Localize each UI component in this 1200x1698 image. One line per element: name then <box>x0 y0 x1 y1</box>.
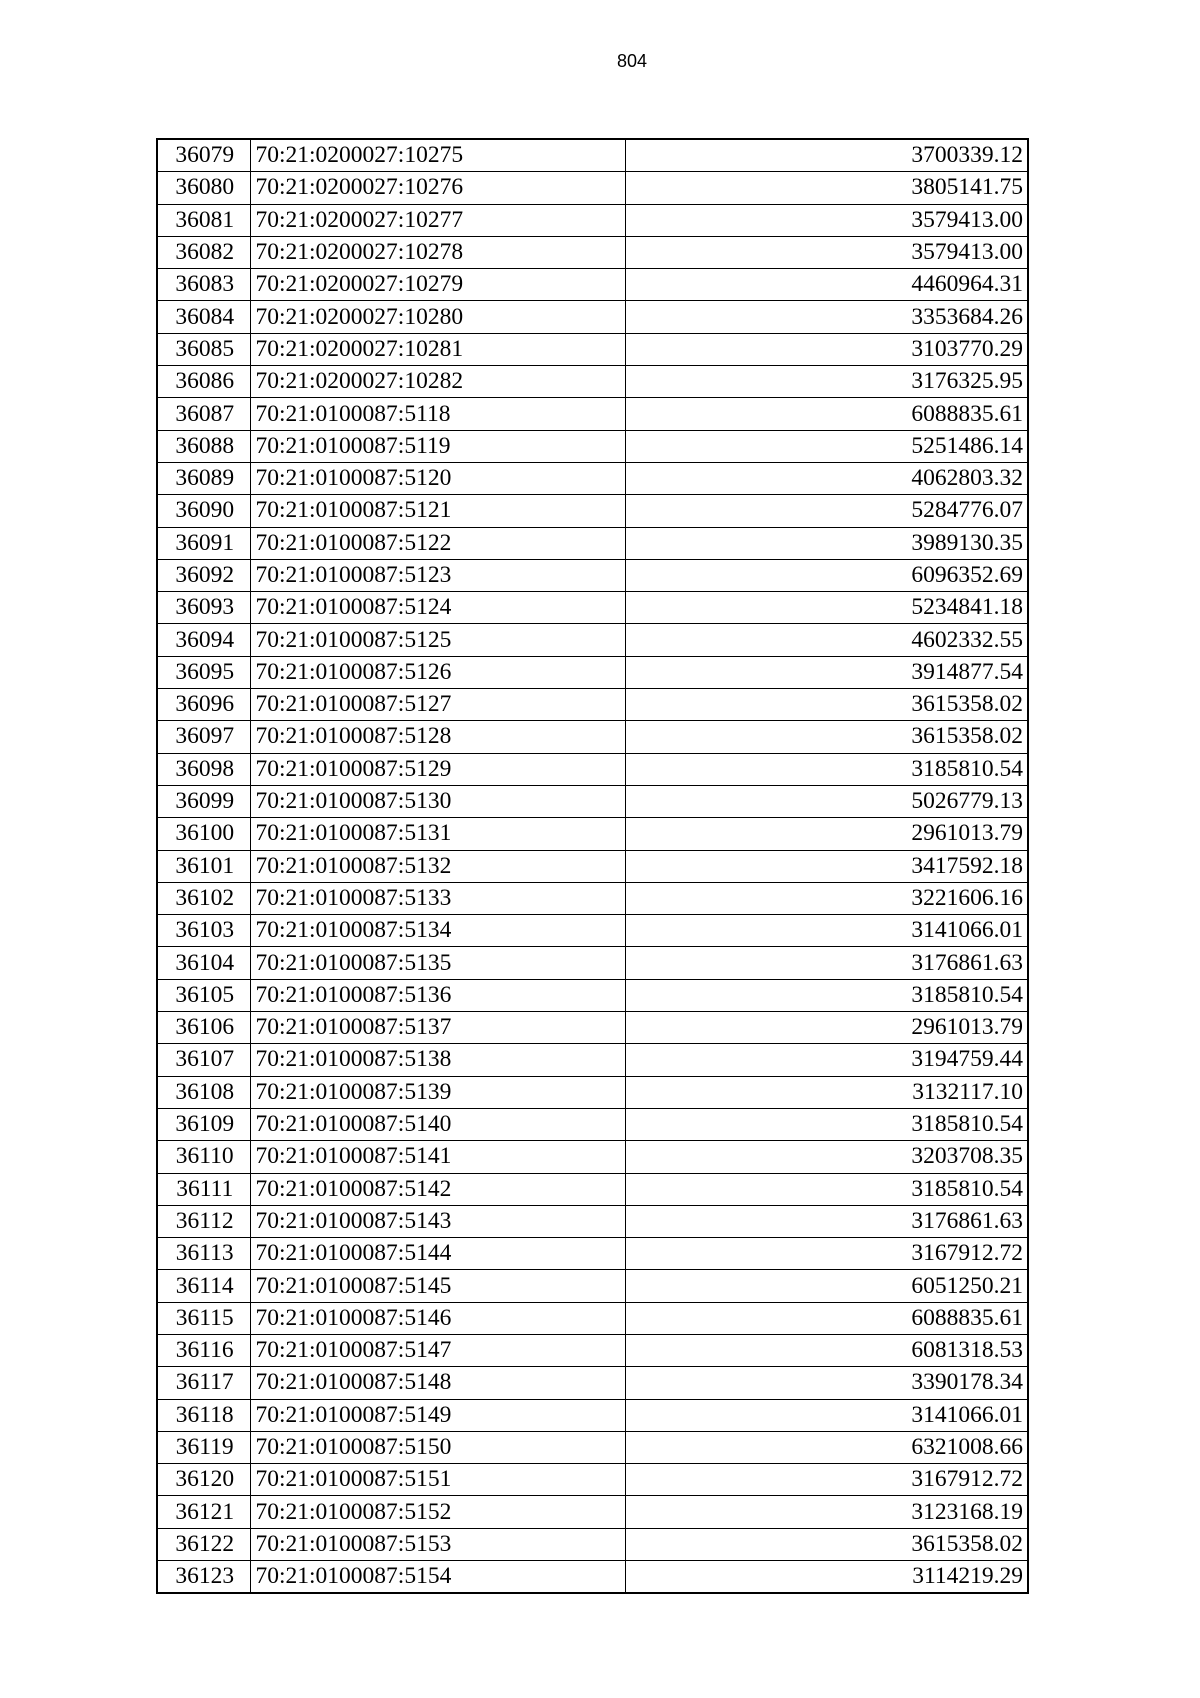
row-number-cell: 36109 <box>157 1108 250 1140</box>
table-row <box>157 1012 1028 1044</box>
table-row <box>157 398 1028 430</box>
row-number-cell: 36095 <box>157 656 250 688</box>
row-number-cell: 36103 <box>157 915 250 947</box>
value-cell: 3167912.72 <box>625 1238 1028 1270</box>
row-number-cell: 36096 <box>157 689 250 721</box>
value-cell: 3176861.63 <box>625 1205 1028 1237</box>
table-row <box>157 753 1028 785</box>
value-cell: 2961013.79 <box>625 1012 1028 1044</box>
value-cell: 5284776.07 <box>625 495 1028 527</box>
row-number-cell: 36093 <box>157 592 250 624</box>
cadastral-number-cell: 70:21:0100087:5124 <box>250 592 625 624</box>
cadastral-number-cell: 70:21:0100087:5129 <box>250 753 625 785</box>
cadastral-number-cell: 70:21:0100087:5130 <box>250 785 625 817</box>
table-row <box>157 462 1028 494</box>
cadastral-number-cell: 70:21:0100087:5138 <box>250 1044 625 1076</box>
table-row <box>157 721 1028 753</box>
table-row <box>157 139 1028 172</box>
row-number-cell: 36105 <box>157 979 250 1011</box>
row-number-cell: 36097 <box>157 721 250 753</box>
cadastral-number-cell: 70:21:0200027:10281 <box>250 333 625 365</box>
row-number-cell: 36088 <box>157 430 250 462</box>
cadastral-number-cell: 70:21:0100087:5123 <box>250 559 625 591</box>
cadastral-number-cell: 70:21:0100087:5149 <box>250 1399 625 1431</box>
row-number-cell: 36099 <box>157 785 250 817</box>
value-cell: 5234841.18 <box>625 592 1028 624</box>
value-cell: 3221606.16 <box>625 882 1028 914</box>
row-number-cell: 36084 <box>157 301 250 333</box>
cadastral-number-cell: 70:21:0200027:10280 <box>250 301 625 333</box>
value-cell: 3185810.54 <box>625 1173 1028 1205</box>
value-cell: 6321008.66 <box>625 1431 1028 1463</box>
value-cell: 6081318.53 <box>625 1334 1028 1366</box>
table-row <box>157 785 1028 817</box>
table-row <box>157 1334 1028 1366</box>
value-cell: 4062803.32 <box>625 462 1028 494</box>
page-number: 804 <box>616 51 648 71</box>
table-row <box>157 269 1028 301</box>
table-row <box>157 1367 1028 1399</box>
row-number-cell: 36114 <box>157 1270 250 1302</box>
value-cell: 3579413.00 <box>625 236 1028 268</box>
data-table <box>156 138 1029 1594</box>
cadastral-number-cell: 70:21:0100087:5118 <box>250 398 625 430</box>
cadastral-number-cell: 70:21:0100087:5147 <box>250 1334 625 1366</box>
value-cell: 3185810.54 <box>625 1108 1028 1140</box>
cadastral-number-cell: 70:21:0100087:5125 <box>250 624 625 656</box>
cadastral-number-cell: 70:21:0100087:5122 <box>250 527 625 559</box>
table-row <box>157 333 1028 365</box>
table-row <box>157 1302 1028 1334</box>
table-row <box>157 979 1028 1011</box>
value-cell: 5026779.13 <box>625 785 1028 817</box>
cadastral-number-cell: 70:21:0100087:5137 <box>250 1012 625 1044</box>
cadastral-number-cell: 70:21:0100087:5131 <box>250 818 625 850</box>
value-cell: 3194759.44 <box>625 1044 1028 1076</box>
row-number-cell: 36082 <box>157 236 250 268</box>
cadastral-number-cell: 70:21:0100087:5152 <box>250 1496 625 1528</box>
value-cell: 3176325.95 <box>625 366 1028 398</box>
table-row <box>157 527 1028 559</box>
row-number-cell: 36106 <box>157 1012 250 1044</box>
row-number-cell: 36122 <box>157 1528 250 1560</box>
value-cell: 3914877.54 <box>625 656 1028 688</box>
table-row <box>157 1238 1028 1270</box>
table-row <box>157 624 1028 656</box>
table-row <box>157 1205 1028 1237</box>
value-cell: 3700339.12 <box>625 139 1028 172</box>
value-cell: 6051250.21 <box>625 1270 1028 1302</box>
value-cell: 3579413.00 <box>625 204 1028 236</box>
row-number-cell: 36115 <box>157 1302 250 1334</box>
value-cell: 3141066.01 <box>625 915 1028 947</box>
cadastral-number-cell: 70:21:0100087:5143 <box>250 1205 625 1237</box>
table-row <box>157 1173 1028 1205</box>
value-cell: 4602332.55 <box>625 624 1028 656</box>
cadastral-number-cell: 70:21:0100087:5128 <box>250 721 625 753</box>
table-row <box>157 1076 1028 1108</box>
value-cell: 3114219.29 <box>625 1561 1028 1594</box>
cadastral-number-cell: 70:21:0100087:5121 <box>250 495 625 527</box>
value-cell: 3805141.75 <box>625 172 1028 204</box>
value-cell: 6088835.61 <box>625 1302 1028 1334</box>
cadastral-number-cell: 70:21:0100087:5126 <box>250 656 625 688</box>
table-row <box>157 1528 1028 1560</box>
row-number-cell: 36117 <box>157 1367 250 1399</box>
value-cell: 6088835.61 <box>625 398 1028 430</box>
row-number-cell: 36085 <box>157 333 250 365</box>
cadastral-number-cell: 70:21:0200027:10277 <box>250 204 625 236</box>
table-row <box>157 882 1028 914</box>
table-row <box>157 656 1028 688</box>
cadastral-number-cell: 70:21:0100087:5119 <box>250 430 625 462</box>
row-number-cell: 36087 <box>157 398 250 430</box>
value-cell: 3141066.01 <box>625 1399 1028 1431</box>
table-row <box>157 818 1028 850</box>
row-number-cell: 36118 <box>157 1399 250 1431</box>
value-cell: 3989130.35 <box>625 527 1028 559</box>
value-cell: 3203708.35 <box>625 1141 1028 1173</box>
row-number-cell: 36107 <box>157 1044 250 1076</box>
cadastral-number-cell: 70:21:0100087:5140 <box>250 1108 625 1140</box>
table-body <box>157 139 1028 1593</box>
value-cell: 3185810.54 <box>625 979 1028 1011</box>
cadastral-number-cell: 70:21:0200027:10276 <box>250 172 625 204</box>
value-cell: 3123168.19 <box>625 1496 1028 1528</box>
row-number-cell: 36092 <box>157 559 250 591</box>
table-row <box>157 947 1028 979</box>
value-cell: 3103770.29 <box>625 333 1028 365</box>
value-cell: 3353684.26 <box>625 301 1028 333</box>
cadastral-number-cell: 70:21:0100087:5134 <box>250 915 625 947</box>
row-number-cell: 36083 <box>157 269 250 301</box>
table-row <box>157 236 1028 268</box>
cadastral-number-cell: 70:21:0100087:5146 <box>250 1302 625 1334</box>
value-cell: 3176861.63 <box>625 947 1028 979</box>
value-cell: 3167912.72 <box>625 1464 1028 1496</box>
table-row <box>157 1464 1028 1496</box>
row-number-cell: 36094 <box>157 624 250 656</box>
cadastral-number-cell: 70:21:0100087:5144 <box>250 1238 625 1270</box>
row-number-cell: 36121 <box>157 1496 250 1528</box>
row-number-cell: 36089 <box>157 462 250 494</box>
value-cell: 6096352.69 <box>625 559 1028 591</box>
cadastral-number-cell: 70:21:0200027:10279 <box>250 269 625 301</box>
row-number-cell: 36090 <box>157 495 250 527</box>
table-row <box>157 1399 1028 1431</box>
table-row <box>157 430 1028 462</box>
row-number-cell: 36113 <box>157 1238 250 1270</box>
value-cell: 3615358.02 <box>625 1528 1028 1560</box>
table-row <box>157 592 1028 624</box>
row-number-cell: 36112 <box>157 1205 250 1237</box>
cadastral-number-cell: 70:21:0200027:10282 <box>250 366 625 398</box>
cadastral-number-cell: 70:21:0100087:5135 <box>250 947 625 979</box>
cadastral-number-cell: 70:21:0100087:5127 <box>250 689 625 721</box>
value-cell: 4460964.31 <box>625 269 1028 301</box>
cadastral-number-cell: 70:21:0200027:10275 <box>250 139 625 172</box>
cadastral-number-cell: 70:21:0100087:5153 <box>250 1528 625 1560</box>
cadastral-number-cell: 70:21:0100087:5150 <box>250 1431 625 1463</box>
value-cell: 3615358.02 <box>625 689 1028 721</box>
row-number-cell: 36116 <box>157 1334 250 1366</box>
table-row <box>157 559 1028 591</box>
row-number-cell: 36086 <box>157 366 250 398</box>
table-row <box>157 689 1028 721</box>
row-number-cell: 36080 <box>157 172 250 204</box>
table-row <box>157 172 1028 204</box>
table-row <box>157 366 1028 398</box>
cadastral-number-cell: 70:21:0100087:5145 <box>250 1270 625 1302</box>
table-row <box>157 850 1028 882</box>
cadastral-number-cell: 70:21:0100087:5141 <box>250 1141 625 1173</box>
table-row <box>157 204 1028 236</box>
row-number-cell: 36123 <box>157 1561 250 1594</box>
table-row <box>157 1270 1028 1302</box>
value-cell: 3390178.34 <box>625 1367 1028 1399</box>
row-number-cell: 36108 <box>157 1076 250 1108</box>
table-row <box>157 1044 1028 1076</box>
cadastral-number-cell: 70:21:0100087:5142 <box>250 1173 625 1205</box>
value-cell: 5251486.14 <box>625 430 1028 462</box>
table-row <box>157 301 1028 333</box>
table-row <box>157 1108 1028 1140</box>
cadastral-number-cell: 70:21:0100087:5139 <box>250 1076 625 1108</box>
cadastral-number-cell: 70:21:0100087:5151 <box>250 1464 625 1496</box>
row-number-cell: 36104 <box>157 947 250 979</box>
value-cell: 3417592.18 <box>625 850 1028 882</box>
value-cell: 2961013.79 <box>625 818 1028 850</box>
row-number-cell: 36101 <box>157 850 250 882</box>
row-number-cell: 36091 <box>157 527 250 559</box>
cadastral-number-cell: 70:21:0100087:5133 <box>250 882 625 914</box>
row-number-cell: 36119 <box>157 1431 250 1463</box>
table-row <box>157 915 1028 947</box>
cadastral-number-cell: 70:21:0100087:5120 <box>250 462 625 494</box>
value-cell: 3132117.10 <box>625 1076 1028 1108</box>
row-number-cell: 36111 <box>157 1173 250 1205</box>
value-cell: 3185810.54 <box>625 753 1028 785</box>
cadastral-number-cell: 70:21:0200027:10278 <box>250 236 625 268</box>
cadastral-number-cell: 70:21:0100087:5136 <box>250 979 625 1011</box>
value-cell: 3615358.02 <box>625 721 1028 753</box>
cadastral-number-cell: 70:21:0100087:5148 <box>250 1367 625 1399</box>
row-number-cell: 36098 <box>157 753 250 785</box>
row-number-cell: 36120 <box>157 1464 250 1496</box>
table-row <box>157 1431 1028 1463</box>
table-row <box>157 1496 1028 1528</box>
row-number-cell: 36100 <box>157 818 250 850</box>
row-number-cell: 36081 <box>157 204 250 236</box>
table-row <box>157 1561 1028 1594</box>
row-number-cell: 36102 <box>157 882 250 914</box>
cadastral-number-cell: 70:21:0100087:5132 <box>250 850 625 882</box>
table-row <box>157 1141 1028 1173</box>
cadastral-number-cell: 70:21:0100087:5154 <box>250 1561 625 1594</box>
table-row <box>157 495 1028 527</box>
row-number-cell: 36079 <box>157 139 250 172</box>
row-number-cell: 36110 <box>157 1141 250 1173</box>
